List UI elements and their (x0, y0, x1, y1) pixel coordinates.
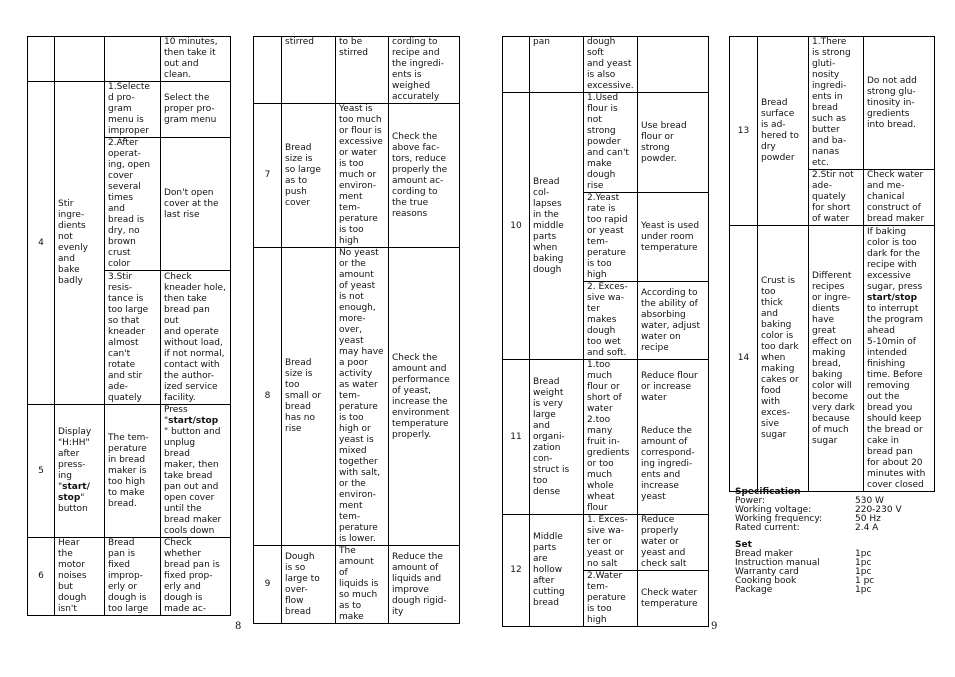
set-value: 1 pc (855, 576, 875, 586)
cause-cell: 2.Water tem- perature is too high (584, 571, 638, 627)
symptom-cell: Middle parts are hollow after cutting bread (530, 515, 584, 627)
symptom-cell: Bread surface is ad- hered to dry powder (758, 37, 809, 226)
symptom-cell: Crust is too thick and baking color is too dark when making cakes or food with exces- sive sugar (758, 226, 809, 492)
set-label: Warranty card (735, 567, 799, 577)
cause-cell: 1.There is strong gluti- nosity ingredi- ents in bread such as butter and ba- nanas etc. (809, 37, 864, 170)
spec-label: Working frequency: (735, 514, 823, 524)
start-stop-label: start/ stop (58, 482, 90, 503)
table-row (28, 405, 231, 538)
solution-cell: Check water and me- chanical construct of bread maker (864, 170, 935, 226)
table-row (28, 37, 231, 82)
cause-cell: 1.too much flour or short of water 2.too many fruit in- gredients or too much whole wheat flour (584, 360, 638, 515)
table-row (503, 37, 709, 93)
cause-cell: Yeast is too much or flour is excessive or water is too much or environ- ment tem- perature is too high (336, 104, 389, 248)
table-row (730, 226, 935, 492)
solution-cell: Check whether bread pan is fixed prop- erly and dough is made ac- (161, 538, 231, 616)
table-row (730, 37, 935, 170)
spec-label: Power: (735, 496, 766, 506)
cause-cell: 2.After operat- ing, open cover several times and bread is dry, no brown crust color (105, 138, 161, 271)
symptom-cell: Bread weight is very large and organi- zation con- struct is too dense (530, 360, 584, 515)
page-number-left: 8 (235, 621, 242, 632)
solution-text: Press " (164, 405, 188, 426)
cause-cell: 2. Exces- sive wa- ter makes dough too wet and soft. (584, 282, 638, 360)
row-number: 5 (28, 405, 55, 538)
solution-text: If baking color is too dark for the recipe with excessive sugar, press (867, 226, 923, 292)
set-value: 1pc (855, 549, 872, 559)
row-number: 9 (254, 546, 282, 624)
table-row (254, 248, 460, 546)
spec-value: 220-230 V (855, 505, 902, 515)
symptom-cell: Stir ingre- dients not evenly and bake badly (55, 82, 105, 405)
row-number: 12 (503, 515, 530, 627)
set-value: 1pc (855, 585, 872, 595)
set-label: Bread maker (735, 549, 793, 559)
solution-cell: According to the ability of absorbing water, adjust water on recipe (638, 282, 709, 360)
row-number: 8 (254, 248, 282, 546)
set-value: 1pc (855, 567, 872, 577)
table-row (28, 82, 231, 138)
cause-cell: 1.Used flour is not strong powder and can't make dough rise (584, 93, 638, 193)
table-row (503, 93, 709, 193)
table-row (254, 546, 460, 624)
table-row (254, 104, 460, 248)
spec-label: Rated current: (735, 523, 800, 533)
solution-cell (161, 405, 231, 538)
page-number-right: 9 (711, 621, 718, 632)
solution-cell: Reduce properly water or yeast and check salt (638, 515, 709, 571)
symptom-cell: Bread size is too small or bread has no rise (282, 248, 336, 546)
symptom-cell: pan (530, 37, 584, 93)
row-number: 4 (28, 82, 55, 405)
spec-label: Working voltage: (735, 505, 812, 515)
solution-cell: Select the proper pro- gram menu (161, 82, 231, 138)
solution-cell: Don't open cover at the last rise (161, 138, 231, 271)
cause-cell: No yeast or the amount of yeast is not enough, more- over, yeast may have a poor activity as water tem- perature is too high or yeast is mixed together with salt, or the environ- ment tem- perature is lower. (336, 248, 389, 546)
troubleshooting-table-1 (27, 36, 231, 616)
cause-cell: The amount of liquids is so much as to make (336, 546, 389, 624)
row-number: 7 (254, 104, 282, 248)
solution-cell: Yeast is used under room temperature (638, 193, 709, 282)
solution-cell: Check kneader hole, then take bread pan out and operate without load, if not normal, contact with the author- ized service facility. (161, 271, 231, 405)
troubleshooting-table-2 (253, 36, 460, 624)
table-row (503, 515, 709, 571)
solution-cell (864, 226, 935, 492)
solution-cell: cording to recipe and the ingredi- ents is weighed accurately (389, 37, 460, 104)
symptom-cell: Dough is so large to over- flow bread (282, 546, 336, 624)
cause-cell: Different recipes or ingre- dients have great effect on making bread, baking color will become very dark because of much sugar (809, 226, 864, 492)
spec-row (735, 524, 902, 533)
specification-section (735, 488, 902, 533)
cause-cell: 2.Yeast rate is too rapid or yeast tem- perature is too high (584, 193, 638, 282)
cause-cell: Bread pan is fixed improp- erly or dough is too large (105, 538, 161, 616)
solution-cell: Check the amount and performance of yeast, increase the environment temperature properly. (389, 248, 460, 546)
table-cell (254, 37, 282, 104)
spec-value: 2.4 A (855, 523, 879, 533)
row-number: 11 (503, 360, 530, 515)
cause-cell: 1.Selecte d pro- gram menu is improper (105, 82, 161, 138)
table-row (503, 360, 709, 515)
spec-value: 530 W (855, 496, 884, 506)
table-cell (55, 37, 105, 82)
spec-value: 50 Hz (855, 514, 881, 524)
set-label: Cooking book (735, 576, 797, 586)
cause-cell: to be stirred (336, 37, 389, 104)
cause-cell: The tem- perature in bread maker is too high to make bread. (105, 405, 161, 538)
table-cell (105, 37, 161, 82)
set-label: Package (735, 585, 773, 595)
solution-cell: Check the above fac- tors, reduce properly the amount ac- cording to the true reasons (389, 104, 460, 248)
set-row (735, 586, 874, 595)
table-cell (638, 37, 709, 93)
solution-cell: Use bread flour or strong powder. (638, 93, 709, 193)
specification-title: Specification (735, 487, 801, 497)
table-cell (28, 37, 55, 82)
symptom-cell: Hear the motor noises but dough isn't (55, 538, 105, 616)
symptom-cell (55, 405, 105, 538)
solution-cell: Check water temperature (638, 571, 709, 627)
cause-cell: 2.Stir not ade- quately for short of water (809, 170, 864, 226)
troubleshooting-table-3 (502, 36, 709, 627)
row-number: 6 (28, 538, 55, 616)
solution-text: " button and unplug bread maker, then take bread pan out and open cover until the bread maker cools down (164, 427, 222, 536)
cause-cell: 1. Exces- sive wa- ter or yeast or no salt (584, 515, 638, 571)
set-label: Instruction manual (735, 558, 820, 568)
set-section (735, 541, 874, 595)
row-number: 13 (730, 37, 758, 226)
symptom-text: Display "H:HH" after press- ing " (58, 427, 92, 492)
set-value: 1pc (855, 558, 872, 568)
symptom-cell: Bread col- lapses in the middle parts when baking dough (530, 93, 584, 360)
symptom-cell: stirred (282, 37, 336, 104)
set-title: Set (735, 540, 752, 550)
solution-cell: Reduce flour or increase water Reduce the amount of correspond- ing ingredi- ents and increase yeast (638, 360, 709, 515)
cause-cell: dough soft and yeast is also excessive. (584, 37, 638, 93)
solution-cell: Do not add strong glu- tinosity in- gredients into bread. (864, 37, 935, 170)
solution-cell: 10 minutes, then take it out and clean. (161, 37, 231, 82)
symptom-text: " button (58, 493, 88, 514)
row-number: 14 (730, 226, 758, 492)
start-stop-label: start/stop (867, 292, 918, 303)
solution-text: to interrupt the program ahead 5-10min of intended finishing time. Before removing out the bread you should keep the bread or cake in bread pan for about 20 minutes with cover closed (867, 303, 926, 490)
table-row (254, 37, 460, 104)
troubleshooting-table-4 (729, 36, 935, 492)
start-stop-label: start/stop (168, 416, 219, 426)
solution-cell: Reduce the amount of liquids and improve dough rigid- ity (389, 546, 460, 624)
cause-cell: 3.Stir resis- tance is too large so that kneader almost can't rotate and stir ade- quately (105, 271, 161, 405)
row-number: 10 (503, 93, 530, 360)
table-cell (503, 37, 530, 93)
symptom-cell: Bread size is so large as to push cover (282, 104, 336, 248)
table-row (28, 538, 231, 616)
